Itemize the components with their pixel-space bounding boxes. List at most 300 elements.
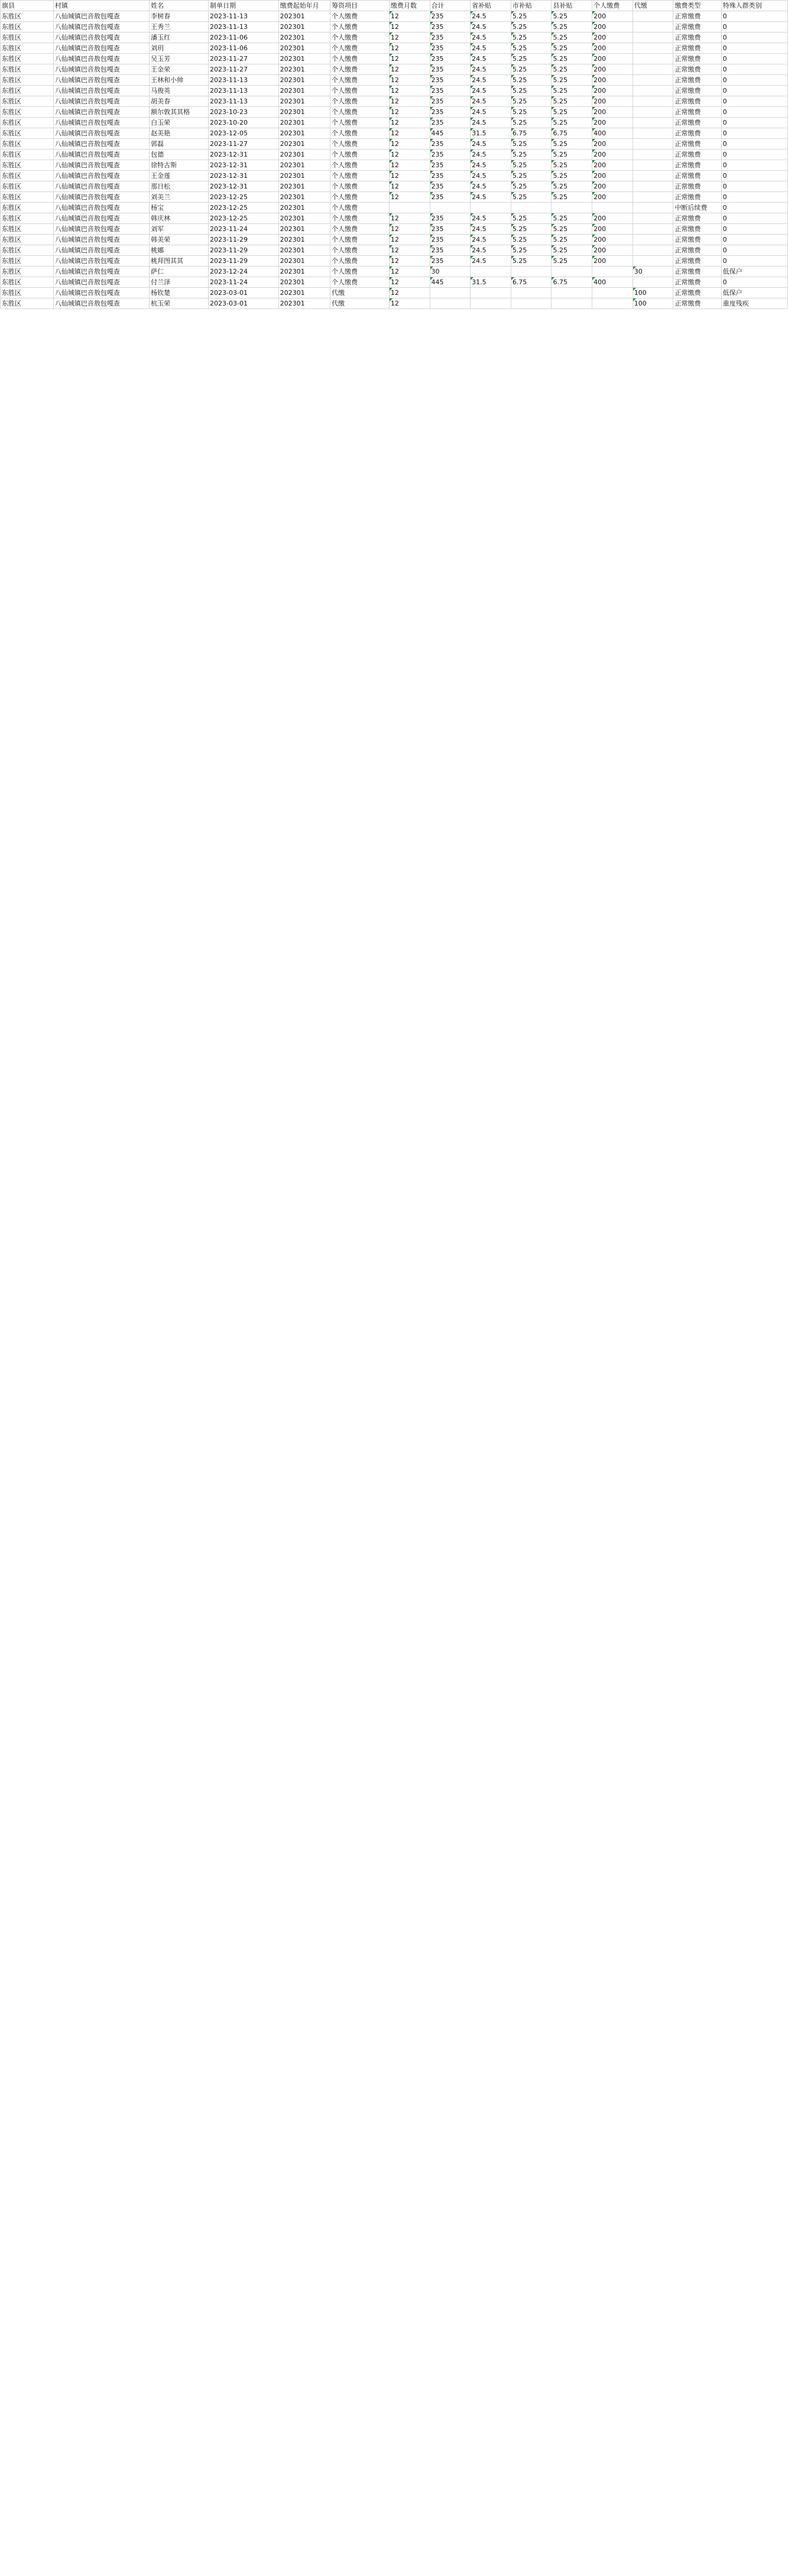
table-cell[interactable]: 235: [430, 86, 471, 96]
table-cell[interactable]: 八仙城镇巴音敖包嘎查: [53, 86, 149, 96]
table-cell[interactable]: 5.25: [552, 43, 592, 54]
table-cell[interactable]: [633, 150, 673, 160]
table-cell[interactable]: [430, 203, 471, 213]
table-cell[interactable]: 八仙城镇巴音敖包嘎查: [53, 150, 149, 160]
column-header[interactable]: 县补贴: [552, 1, 592, 11]
table-cell[interactable]: 200: [592, 256, 633, 267]
table-cell[interactable]: 八仙城镇巴音敖包嘎查: [53, 75, 149, 86]
table-cell[interactable]: [592, 288, 633, 298]
column-header[interactable]: 市补贴: [511, 1, 552, 11]
table-cell[interactable]: 个人缴费: [330, 33, 389, 43]
table-cell[interactable]: 东胜区: [1, 298, 54, 309]
table-cell[interactable]: 445: [430, 277, 471, 288]
table-cell[interactable]: 5.25: [511, 75, 552, 86]
table-cell[interactable]: 202301: [278, 160, 330, 171]
table-cell[interactable]: 刘军: [150, 224, 209, 235]
table-cell[interactable]: 200: [592, 139, 633, 150]
table-cell[interactable]: 5.25: [511, 54, 552, 64]
table-cell[interactable]: 5.25: [552, 107, 592, 118]
table-cell[interactable]: 5.25: [511, 192, 552, 203]
table-cell[interactable]: 刘玥: [150, 43, 209, 54]
table-cell[interactable]: 2023-12-31: [209, 150, 279, 160]
table-cell[interactable]: 0: [721, 277, 787, 288]
table-cell[interactable]: 正常缴费: [673, 43, 721, 54]
table-cell[interactable]: 235: [430, 75, 471, 86]
table-cell[interactable]: 八仙城镇巴音敖包嘎查: [53, 288, 149, 298]
table-cell[interactable]: 24.5: [471, 181, 511, 192]
table-cell[interactable]: 200: [592, 118, 633, 128]
table-cell[interactable]: [633, 256, 673, 267]
table-cell[interactable]: 杨钦楚: [150, 288, 209, 298]
table-cell[interactable]: 0: [721, 224, 787, 235]
table-cell[interactable]: 6.75: [552, 277, 592, 288]
table-cell[interactable]: 韩美荣: [150, 235, 209, 245]
table-cell[interactable]: 12: [389, 288, 430, 298]
table-cell[interactable]: 5.25: [552, 96, 592, 107]
table-cell[interactable]: 王金莲: [150, 171, 209, 181]
table-cell[interactable]: 24.5: [471, 43, 511, 54]
table-cell[interactable]: 24.5: [471, 96, 511, 107]
table-cell[interactable]: 5.25: [552, 213, 592, 224]
table-cell[interactable]: [552, 203, 592, 213]
table-cell[interactable]: 付兰泽: [150, 277, 209, 288]
table-cell[interactable]: [471, 298, 511, 309]
table-cell[interactable]: 235: [430, 160, 471, 171]
table-cell[interactable]: 12: [389, 256, 430, 267]
table-cell[interactable]: 202301: [278, 118, 330, 128]
table-cell[interactable]: 5.25: [552, 245, 592, 256]
table-cell[interactable]: 0: [721, 256, 787, 267]
table-cell[interactable]: 东胜区: [1, 43, 54, 54]
table-cell[interactable]: 202301: [278, 54, 330, 64]
table-cell[interactable]: 0: [721, 139, 787, 150]
table-cell[interactable]: 235: [430, 96, 471, 107]
table-cell[interactable]: 0: [721, 96, 787, 107]
table-cell[interactable]: 正常缴费: [673, 96, 721, 107]
table-cell[interactable]: 200: [592, 171, 633, 181]
table-cell[interactable]: 202301: [278, 181, 330, 192]
table-cell[interactable]: 24.5: [471, 64, 511, 75]
table-cell[interactable]: [511, 203, 552, 213]
table-cell[interactable]: 东胜区: [1, 288, 54, 298]
table-cell[interactable]: 2023-12-25: [209, 192, 279, 203]
table-cell[interactable]: 12: [389, 298, 430, 309]
table-cell[interactable]: 萨仁: [150, 267, 209, 277]
table-cell[interactable]: 235: [430, 192, 471, 203]
table-cell[interactable]: 12: [389, 33, 430, 43]
table-cell[interactable]: 5.25: [511, 86, 552, 96]
table-cell[interactable]: 12: [389, 160, 430, 171]
table-cell[interactable]: 5.25: [552, 86, 592, 96]
table-cell[interactable]: 24.5: [471, 256, 511, 267]
table-cell[interactable]: 0: [721, 118, 787, 128]
table-cell[interactable]: 12: [389, 22, 430, 33]
table-cell[interactable]: 200: [592, 22, 633, 33]
table-cell[interactable]: 12: [389, 224, 430, 235]
table-cell[interactable]: 东胜区: [1, 171, 54, 181]
table-cell[interactable]: 5.25: [511, 160, 552, 171]
table-cell[interactable]: 东胜区: [1, 86, 54, 96]
table-cell[interactable]: 东胜区: [1, 11, 54, 22]
table-cell[interactable]: 200: [592, 107, 633, 118]
table-cell[interactable]: 5.25: [552, 224, 592, 235]
table-cell[interactable]: [471, 203, 511, 213]
table-cell[interactable]: 低保户: [721, 288, 787, 298]
table-cell[interactable]: 0: [721, 181, 787, 192]
table-cell[interactable]: 200: [592, 160, 633, 171]
table-cell[interactable]: 24.5: [471, 235, 511, 245]
table-cell[interactable]: 东胜区: [1, 128, 54, 139]
table-cell[interactable]: 重度残疾: [721, 298, 787, 309]
table-cell[interactable]: 12: [389, 118, 430, 128]
table-cell[interactable]: 202301: [278, 43, 330, 54]
table-cell[interactable]: 东胜区: [1, 277, 54, 288]
table-cell[interactable]: 24.5: [471, 171, 511, 181]
table-cell[interactable]: 八仙城镇巴音敖包嘎查: [53, 267, 149, 277]
table-cell[interactable]: 个人缴费: [330, 203, 389, 213]
table-cell[interactable]: 个人缴费: [330, 75, 389, 86]
table-cell[interactable]: 5.25: [552, 118, 592, 128]
table-cell[interactable]: 24.5: [471, 75, 511, 86]
table-cell[interactable]: 235: [430, 181, 471, 192]
table-cell[interactable]: [430, 288, 471, 298]
table-cell[interactable]: 个人缴费: [330, 64, 389, 75]
table-cell[interactable]: 八仙城镇巴音敖包嘎查: [53, 171, 149, 181]
table-cell[interactable]: [389, 203, 430, 213]
table-cell[interactable]: 202301: [278, 128, 330, 139]
table-cell[interactable]: 吴玉芳: [150, 54, 209, 64]
table-cell[interactable]: 2023-11-13: [209, 75, 279, 86]
table-cell[interactable]: 235: [430, 22, 471, 33]
table-cell[interactable]: 2023-12-24: [209, 267, 279, 277]
table-cell[interactable]: 白玉荣: [150, 118, 209, 128]
table-cell[interactable]: 2023-11-13: [209, 11, 279, 22]
table-cell[interactable]: 八仙城镇巴音敖包嘎查: [53, 22, 149, 33]
table-cell[interactable]: 正常缴费: [673, 267, 721, 277]
table-cell[interactable]: 5.25: [552, 192, 592, 203]
table-cell[interactable]: [592, 267, 633, 277]
table-cell[interactable]: 200: [592, 192, 633, 203]
table-cell[interactable]: 杭玉荣: [150, 298, 209, 309]
table-cell[interactable]: 个人缴费: [330, 107, 389, 118]
table-cell[interactable]: 包德: [150, 150, 209, 160]
column-header[interactable]: 姓名: [150, 1, 209, 11]
table-cell[interactable]: [633, 203, 673, 213]
table-cell[interactable]: 东胜区: [1, 224, 54, 235]
table-cell[interactable]: [633, 160, 673, 171]
table-cell[interactable]: 个人缴费: [330, 277, 389, 288]
table-cell[interactable]: 0: [721, 33, 787, 43]
table-cell[interactable]: 额尔敦其其格: [150, 107, 209, 118]
table-cell[interactable]: 八仙城镇巴音敖包嘎查: [53, 245, 149, 256]
table-cell[interactable]: 八仙城镇巴音敖包嘎查: [53, 118, 149, 128]
table-cell[interactable]: 0: [721, 64, 787, 75]
table-cell[interactable]: 202301: [278, 245, 330, 256]
table-cell[interactable]: 202301: [278, 86, 330, 96]
table-cell[interactable]: 235: [430, 33, 471, 43]
table-cell[interactable]: 235: [430, 256, 471, 267]
table-cell[interactable]: 2023-11-06: [209, 43, 279, 54]
table-cell[interactable]: 个人缴费: [330, 96, 389, 107]
table-cell[interactable]: 0: [721, 22, 787, 33]
table-cell[interactable]: [633, 245, 673, 256]
table-cell[interactable]: 2023-12-31: [209, 160, 279, 171]
table-cell[interactable]: 202301: [278, 277, 330, 288]
table-cell[interactable]: [633, 235, 673, 245]
table-cell[interactable]: 5.25: [511, 235, 552, 245]
table-cell[interactable]: 郭磊: [150, 139, 209, 150]
table-cell[interactable]: 24.5: [471, 139, 511, 150]
table-cell[interactable]: 2023-12-31: [209, 171, 279, 181]
table-cell[interactable]: 个人缴费: [330, 139, 389, 150]
table-cell[interactable]: 5.25: [511, 245, 552, 256]
table-cell[interactable]: 12: [389, 96, 430, 107]
table-cell[interactable]: 24.5: [471, 22, 511, 33]
table-cell[interactable]: [633, 11, 673, 22]
table-cell[interactable]: 24.5: [471, 150, 511, 160]
table-cell[interactable]: 5.25: [552, 139, 592, 150]
table-cell[interactable]: 12: [389, 171, 430, 181]
column-header[interactable]: 制单日期: [209, 1, 279, 11]
table-cell[interactable]: 202301: [278, 256, 330, 267]
table-cell[interactable]: 中断后续费: [673, 203, 721, 213]
table-cell[interactable]: [633, 107, 673, 118]
table-cell[interactable]: 正常缴费: [673, 22, 721, 33]
table-cell[interactable]: 12: [389, 235, 430, 245]
table-cell[interactable]: [633, 277, 673, 288]
table-cell[interactable]: 200: [592, 235, 633, 245]
table-cell[interactable]: 2023-12-05: [209, 128, 279, 139]
table-cell[interactable]: 八仙城镇巴音敖包嘎查: [53, 224, 149, 235]
table-cell[interactable]: 八仙城镇巴音敖包嘎查: [53, 139, 149, 150]
table-cell[interactable]: 0: [721, 43, 787, 54]
table-cell[interactable]: 八仙城镇巴音敖包嘎查: [53, 160, 149, 171]
table-cell[interactable]: 2023-11-24: [209, 277, 279, 288]
table-cell[interactable]: 202301: [278, 139, 330, 150]
table-cell[interactable]: 2023-10-20: [209, 118, 279, 128]
table-cell[interactable]: 正常缴费: [673, 298, 721, 309]
table-cell[interactable]: 202301: [278, 171, 330, 181]
table-cell[interactable]: 个人缴费: [330, 171, 389, 181]
table-cell[interactable]: 八仙城镇巴音敖包嘎查: [53, 96, 149, 107]
table-cell[interactable]: 30: [633, 267, 673, 277]
table-cell[interactable]: 5.25: [552, 54, 592, 64]
table-cell[interactable]: 八仙城镇巴音敖包嘎查: [53, 107, 149, 118]
table-cell[interactable]: 12: [389, 75, 430, 86]
table-cell[interactable]: 235: [430, 107, 471, 118]
table-cell[interactable]: 12: [389, 213, 430, 224]
table-cell[interactable]: 正常缴费: [673, 192, 721, 203]
table-cell[interactable]: 0: [721, 128, 787, 139]
table-cell[interactable]: 刘美兰: [150, 192, 209, 203]
table-cell[interactable]: 八仙城镇巴音敖包嘎查: [53, 43, 149, 54]
table-cell[interactable]: 0: [721, 192, 787, 203]
table-cell[interactable]: 2023-03-01: [209, 288, 279, 298]
table-cell[interactable]: 5.25: [511, 171, 552, 181]
column-header[interactable]: 特殊人群类别: [721, 1, 787, 11]
table-cell[interactable]: 东胜区: [1, 256, 54, 267]
table-cell[interactable]: 12: [389, 277, 430, 288]
column-header[interactable]: 代缴: [633, 1, 673, 11]
table-cell[interactable]: 八仙城镇巴音敖包嘎查: [53, 64, 149, 75]
table-cell[interactable]: 235: [430, 235, 471, 245]
table-cell[interactable]: 八仙城镇巴音敖包嘎查: [53, 298, 149, 309]
table-cell[interactable]: 八仙城镇巴音敖包嘎查: [53, 256, 149, 267]
table-cell[interactable]: 东胜区: [1, 107, 54, 118]
table-cell[interactable]: 杨宝: [150, 203, 209, 213]
column-header[interactable]: 缴费起始年月: [278, 1, 330, 11]
table-cell[interactable]: 个人缴费: [330, 22, 389, 33]
table-cell[interactable]: 5.25: [552, 22, 592, 33]
table-cell[interactable]: 200: [592, 86, 633, 96]
table-cell[interactable]: [592, 203, 633, 213]
table-cell[interactable]: 0: [721, 245, 787, 256]
table-cell[interactable]: [552, 288, 592, 298]
table-cell[interactable]: 24.5: [471, 118, 511, 128]
table-cell[interactable]: 12: [389, 139, 430, 150]
table-cell[interactable]: 代缴: [330, 298, 389, 309]
table-cell[interactable]: 东胜区: [1, 139, 54, 150]
table-cell[interactable]: 正常缴费: [673, 139, 721, 150]
table-cell[interactable]: 0: [721, 160, 787, 171]
table-cell[interactable]: 24.5: [471, 86, 511, 96]
table-cell[interactable]: 2023-11-27: [209, 54, 279, 64]
table-cell[interactable]: 东胜区: [1, 213, 54, 224]
column-header[interactable]: 缴费类型: [673, 1, 721, 11]
table-cell[interactable]: 正常缴费: [673, 235, 721, 245]
table-cell[interactable]: 202301: [278, 11, 330, 22]
table-cell[interactable]: 24.5: [471, 54, 511, 64]
table-cell[interactable]: 200: [592, 64, 633, 75]
column-header[interactable]: 村镇: [53, 1, 149, 11]
table-cell[interactable]: [633, 96, 673, 107]
table-cell[interactable]: 235: [430, 224, 471, 235]
table-cell[interactable]: 24.5: [471, 11, 511, 22]
table-cell[interactable]: 个人缴费: [330, 235, 389, 245]
table-cell[interactable]: 东胜区: [1, 54, 54, 64]
table-cell[interactable]: 八仙城镇巴音敖包嘎查: [53, 213, 149, 224]
table-cell[interactable]: 12: [389, 86, 430, 96]
table-cell[interactable]: [633, 33, 673, 43]
table-cell[interactable]: 东胜区: [1, 150, 54, 160]
table-cell[interactable]: 2023-11-13: [209, 86, 279, 96]
table-cell[interactable]: [633, 75, 673, 86]
table-cell[interactable]: 200: [592, 213, 633, 224]
table-cell[interactable]: 24.5: [471, 224, 511, 235]
table-cell[interactable]: 12: [389, 43, 430, 54]
table-cell[interactable]: 12: [389, 54, 430, 64]
table-cell[interactable]: 200: [592, 75, 633, 86]
table-cell[interactable]: 八仙城镇巴音敖包嘎查: [53, 277, 149, 288]
table-cell[interactable]: 12: [389, 245, 430, 256]
table-cell[interactable]: 12: [389, 267, 430, 277]
table-cell[interactable]: 个人缴费: [330, 245, 389, 256]
table-cell[interactable]: 24.5: [471, 160, 511, 171]
table-cell[interactable]: 胡美春: [150, 96, 209, 107]
table-cell[interactable]: 2023-12-25: [209, 213, 279, 224]
table-cell[interactable]: 5.25: [552, 235, 592, 245]
table-cell[interactable]: 5.25: [552, 150, 592, 160]
table-cell[interactable]: 202301: [278, 64, 330, 75]
table-cell[interactable]: 个人缴费: [330, 181, 389, 192]
table-cell[interactable]: 2023-10-23: [209, 107, 279, 118]
column-header[interactable]: 省补贴: [471, 1, 511, 11]
table-cell[interactable]: 0: [721, 235, 787, 245]
table-cell[interactable]: 个人缴费: [330, 86, 389, 96]
table-cell[interactable]: 2023-11-13: [209, 22, 279, 33]
table-cell[interactable]: 个人缴费: [330, 150, 389, 160]
table-cell[interactable]: 正常缴费: [673, 128, 721, 139]
table-cell[interactable]: 正常缴费: [673, 277, 721, 288]
table-cell[interactable]: 东胜区: [1, 235, 54, 245]
table-cell[interactable]: 202301: [278, 107, 330, 118]
table-cell[interactable]: 正常缴费: [673, 86, 721, 96]
table-cell[interactable]: 235: [430, 11, 471, 22]
table-cell[interactable]: 200: [592, 181, 633, 192]
table-cell[interactable]: 12: [389, 107, 430, 118]
table-cell[interactable]: 正常缴费: [673, 150, 721, 160]
table-cell[interactable]: 东胜区: [1, 75, 54, 86]
table-cell[interactable]: 王林和小帅: [150, 75, 209, 86]
table-cell[interactable]: 个人缴费: [330, 11, 389, 22]
table-cell[interactable]: [633, 64, 673, 75]
table-cell[interactable]: 6.75: [511, 128, 552, 139]
table-cell[interactable]: 桃娜: [150, 245, 209, 256]
table-cell[interactable]: 个人缴费: [330, 54, 389, 64]
table-cell[interactable]: 正常缴费: [673, 181, 721, 192]
table-cell[interactable]: [633, 86, 673, 96]
table-cell[interactable]: 235: [430, 118, 471, 128]
table-cell[interactable]: 202301: [278, 22, 330, 33]
table-cell[interactable]: 东胜区: [1, 203, 54, 213]
table-cell[interactable]: 正常缴费: [673, 288, 721, 298]
column-header[interactable]: 合计: [430, 1, 471, 11]
table-cell[interactable]: 八仙城镇巴音敖包嘎查: [53, 54, 149, 64]
table-cell[interactable]: 5.25: [511, 22, 552, 33]
table-cell[interactable]: 桃拜图其其: [150, 256, 209, 267]
table-cell[interactable]: 5.25: [511, 43, 552, 54]
table-cell[interactable]: 王秀兰: [150, 22, 209, 33]
table-cell[interactable]: 100: [633, 298, 673, 309]
table-cell[interactable]: [633, 22, 673, 33]
table-cell[interactable]: 0: [721, 171, 787, 181]
column-header[interactable]: 筹资项目: [330, 1, 389, 11]
table-cell[interactable]: [552, 298, 592, 309]
table-cell[interactable]: [552, 267, 592, 277]
table-cell[interactable]: 202301: [278, 267, 330, 277]
table-cell[interactable]: 八仙城镇巴音敖包嘎查: [53, 235, 149, 245]
table-cell[interactable]: 正常缴费: [673, 160, 721, 171]
table-cell[interactable]: [633, 224, 673, 235]
table-cell[interactable]: 400: [592, 128, 633, 139]
table-cell[interactable]: 0: [721, 75, 787, 86]
table-cell[interactable]: 24.5: [471, 213, 511, 224]
table-cell[interactable]: 5.25: [552, 64, 592, 75]
table-cell[interactable]: [633, 181, 673, 192]
table-cell[interactable]: 5.25: [511, 256, 552, 267]
table-cell[interactable]: 5.25: [552, 33, 592, 43]
column-header[interactable]: 缴费月数: [389, 1, 430, 11]
table-cell[interactable]: 个人缴费: [330, 267, 389, 277]
table-cell[interactable]: 202301: [278, 150, 330, 160]
table-cell[interactable]: 正常缴费: [673, 11, 721, 22]
table-cell[interactable]: 12: [389, 181, 430, 192]
table-cell[interactable]: 个人缴费: [330, 213, 389, 224]
table-cell[interactable]: 低保户: [721, 267, 787, 277]
table-cell[interactable]: 31.5: [471, 277, 511, 288]
table-cell[interactable]: 202301: [278, 33, 330, 43]
table-cell[interactable]: 正常缴费: [673, 107, 721, 118]
